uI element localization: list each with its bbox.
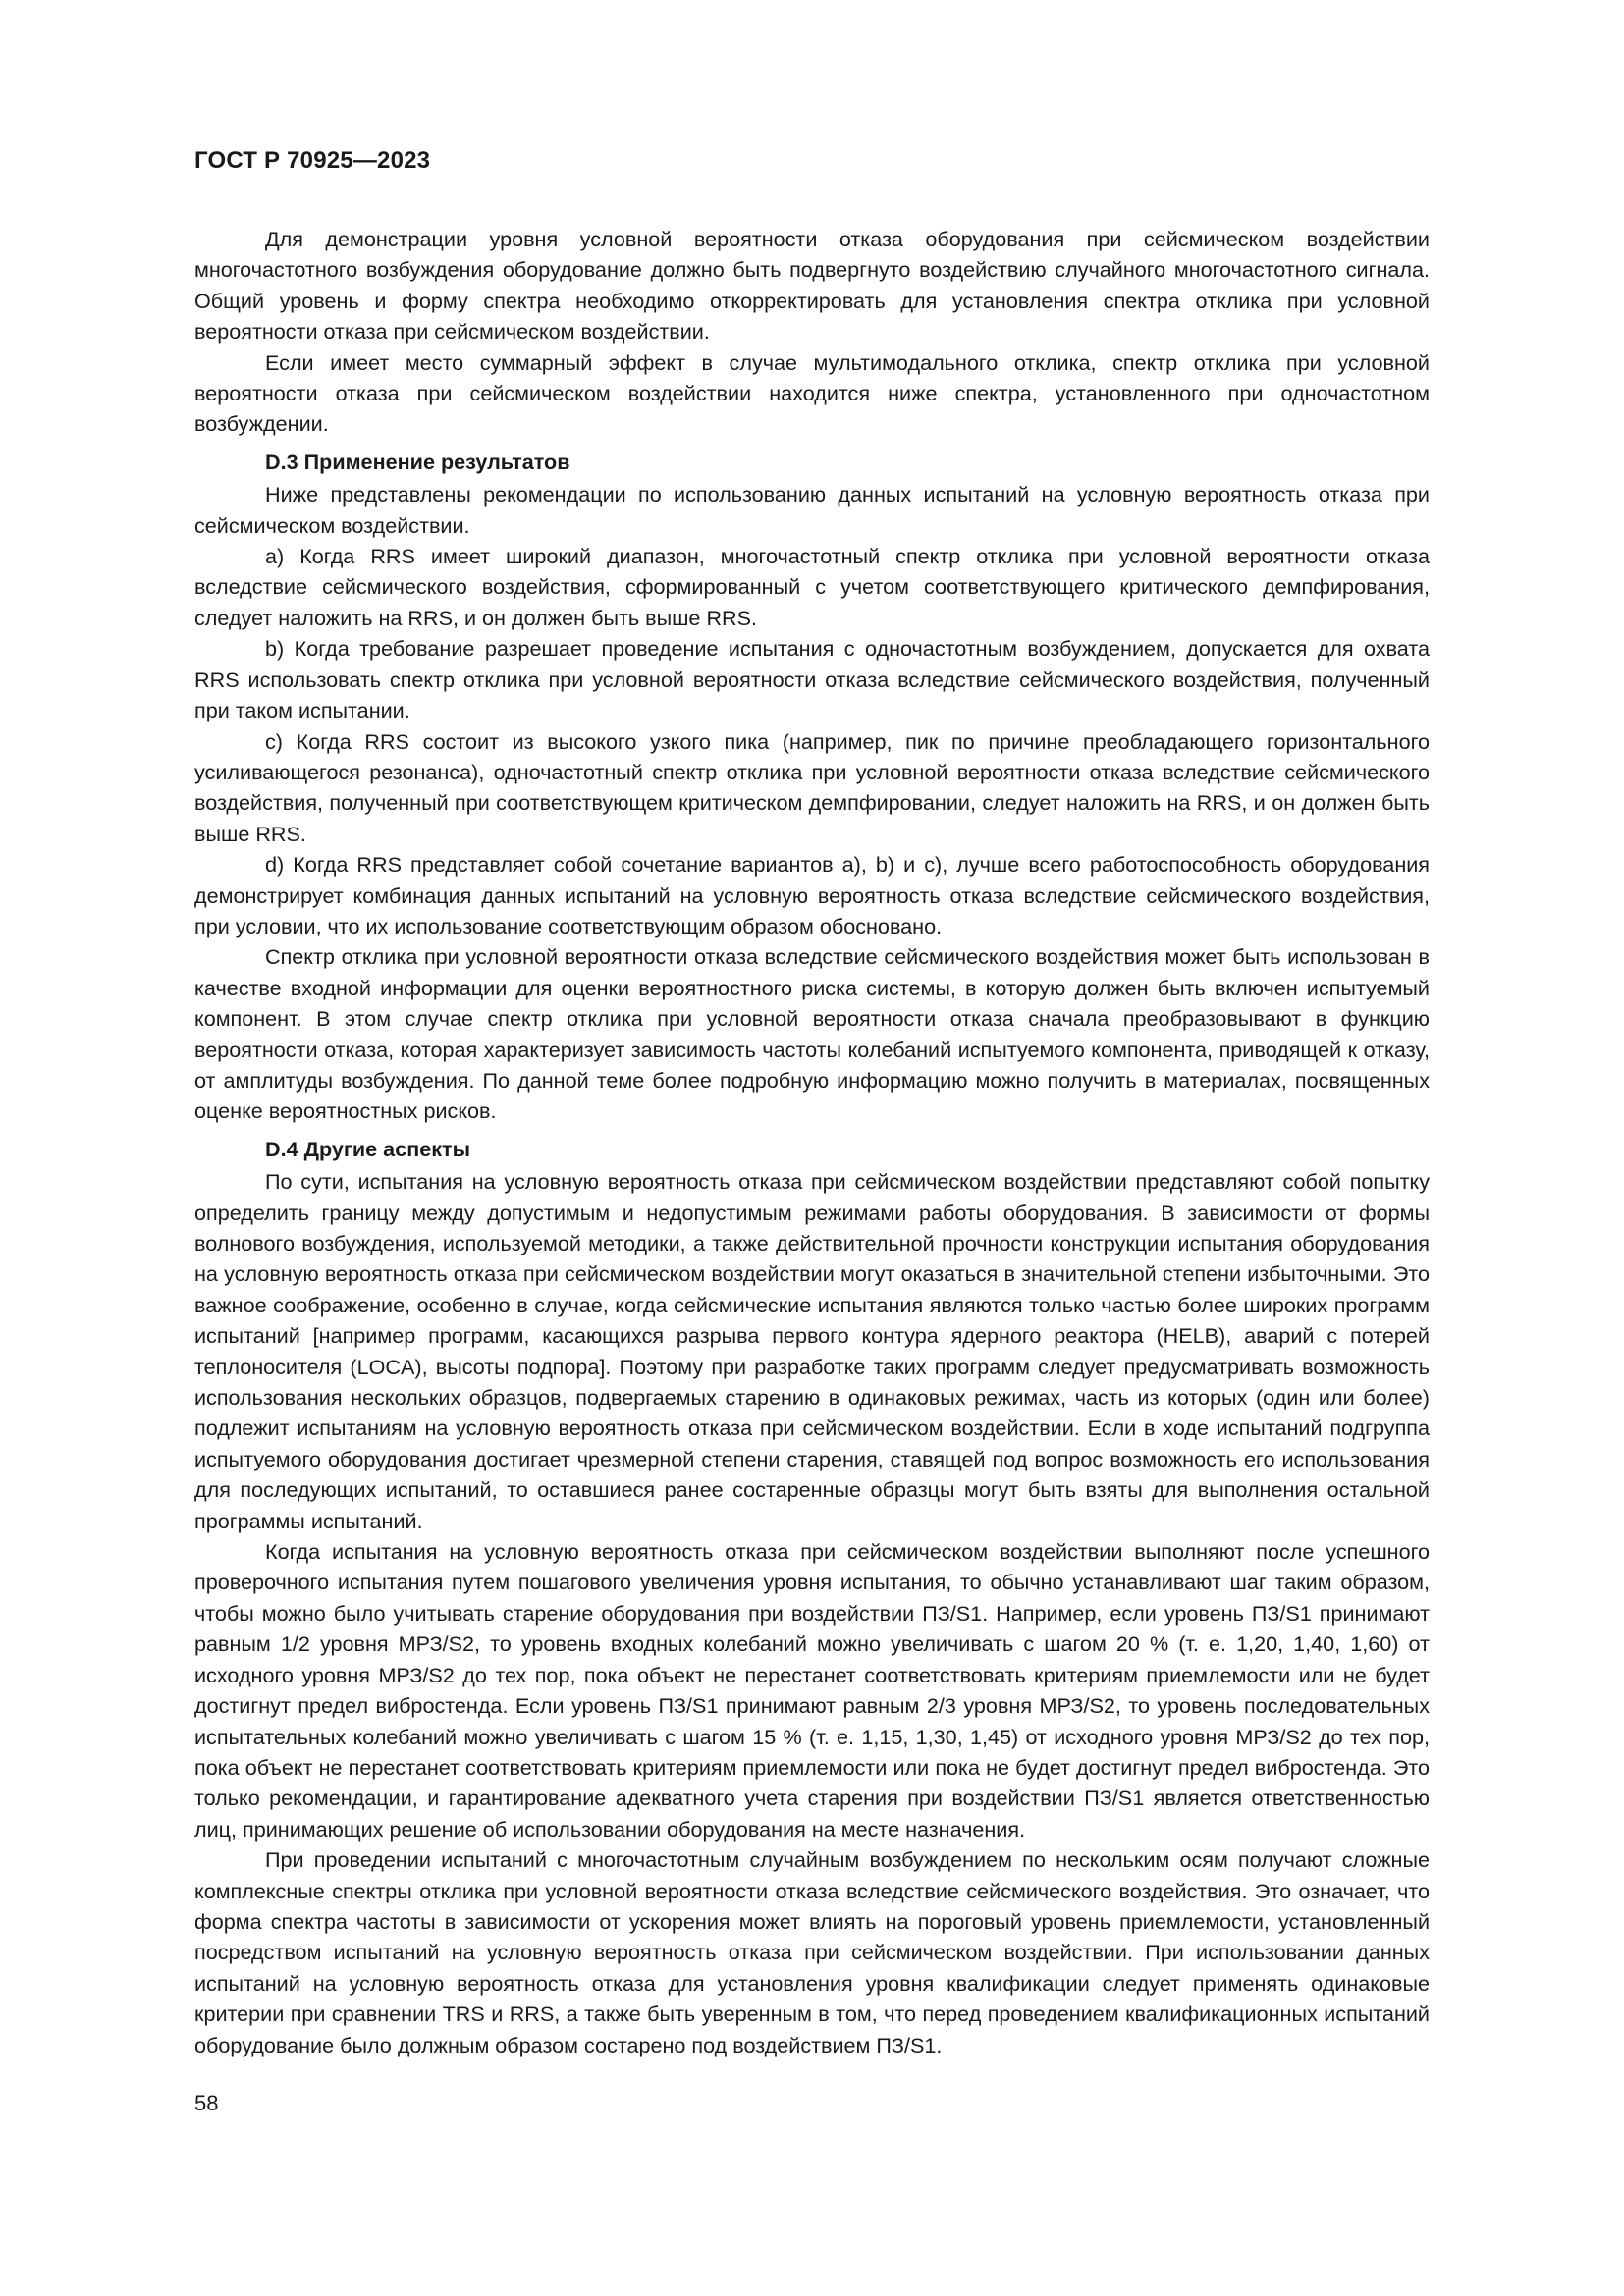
paragraph: Когда испытания на условную вероятность отказа при сейсмическом воздействии выполняют после успешного проверочного испытания путем пошагового увеличения уровня испытания, то обычно устанавливают шаг таким образом, чтобы можно было учитывать старение оборудования при воздействии ПЗ/S1. Например, если уровень ПЗ/S1 принимают равным 1/2 уровня МРЗ/S2, то уровень входных колебаний можно увеличивать с шагом 20 % (т. е. 1,20, 1,40, 1,60) от исходного уровня МРЗ/S2 до тех пор, пока объект не перестанет соответствовать критериям приемлемости или не будет достигнут предел вибростенда. Если уровень ПЗ/S1 принимают равным 2/3 уровня МРЗ/S2, то уровень последовательных испытательных колебаний можно увеличивать с шагом 15 % (т. е. 1,15, 1,30, 1,45) от исходного уровня МРЗ/S2 до тех пор, пока объект не перестанет соответствовать критериям приемлемости или пока не будет достигнут предел вибростенда. Это только рекомендации, и гарантирование адекватного учета старения при воздействии ПЗ/S1 является ответственностью лиц, принимающих решение об использовании оборудования на месте назначения. (194, 1539, 1430, 1842)
list-item-c: c) Когда RRS состоит из высокого узкого пика (например, пик по причине преобладающего горизонтального усиливающегося резонанса), одночастотный спектр отклика при условной вероятности отказа вследствие сейсмического воздействия, полученный при соответствующем критическом демпфировании, следует наложить на RRS, и он должен быть выше RRS. (194, 728, 1430, 846)
list-item-b: b) Когда требование разрешает проведение испытания с одночастотным возбуждением, допускается для охвата RRS использовать спектр отклика при условной вероятности отказа вследствие сейсмического воздействия, полученный при таком испытании. (194, 636, 1430, 723)
paragraph: Ниже представлены рекомендации по использованию данных испытаний на условную вероятность отказа при сейсмическом воздействии. (194, 482, 1430, 538)
paragraph: При проведении испытаний с многочастотным случайным возбуждением по нескольким осям получают сложные комплексные спектры отклика при условной вероятности отказа вследствие сейсмического воздействия. Это означает, что форма спектра частоты в зависимости от ускорения может влиять на пороговый уровень приемлемости, установленный посредством испытаний на условную вероятность отказа при сейсмическом воздействии. При использовании данных испытаний на условную вероятность отказа для установления уровня квалификации следует применять одинаковые критерии при сравнении TRS и RRS, а также быть уверенным в том, что перед проведением квалификационных испытаний оборудование было должным образом состарено под воздействием ПЗ/S1. (194, 1847, 1430, 2057)
paragraph: По сути, испытания на условную вероятность отказа при сейсмическом воздействии представляют собой попытку определить границу между допустимым и недопустимым режимами работы оборудования. В зависимости от формы волнового возбуждения, используемой методики, а также действительной прочности конструкции испытания оборудования на условную вероятность отказа при сейсмическом воздействии могут оказаться в значительной степени избыточными. Это важное соображение, особенно в случае, когда сейсмические испытания являются только частью более широких программ испытаний [например программ, касающихся разрыва первого контура ядерного реактора (HELB), аварий с потерей теплоносителя (LOCA), высоты подпора]. Поэтому при разработке таких программ следует предусматривать возможность использования нескольких образцов, подвергаемых старению в одинаковых режимах, часть из которых (один или более) подлежит испытаниям на условную вероятность отказа при сейсмическом воздействии. Если в ходе испытаний подгруппа испытуемого оборудования достигает чрезмерной степени старения, ставящей под вопрос возможность его использования для последующих испытаний, то оставшиеся ранее состаренные образцы могут быть взяты для выполнения остальной программы испытаний. (194, 1169, 1430, 1533)
paragraph: Если имеет место суммарный эффект в случае мультимодального отклика, спектр отклика при условной вероятности отказа при сейсмическом воздействии находится ниже спектра, установленного при одночастотном возбуждении. (194, 349, 1430, 437)
list-item-d: d) Когда RRS представляет собой сочетание вариантов a), b) и c), лучше всего работоспособность оборудования демонстрирует комбинация данных испытаний на условную вероятность отказа вследствие сейсмического воздействия, при условии, что их использование соответствующим образом обосновано. (194, 852, 1430, 938)
list-item-a: a) Когда RRS имеет широкий диапазон, многочастотный спектр отклика при условной вероятности отказа вследствие сейсмического воздействия, сформированный с учетом соответствующего критического демпфирования, следует наложить на RRS, и он должен быть выше RRS. (194, 544, 1430, 630)
document-header-title: ГОСТ Р 70925—2023 (194, 147, 431, 174)
page-number: 58 (194, 2091, 219, 2115)
document-body (194, 224, 1430, 2060)
paragraph: Спектр отклика при условной вероятности отказа вследствие сейсмического воздействия может быть использован в качестве входной информации для оценки вероятностного риска системы, в которую должен быть включен испытуемый компонент. В этом случае спектр отклика при условной вероятности отказа сначала преобразовывают в функцию вероятности отказа, которая характеризует зависимость частоты колебаний испытуемого компонента, приводящей к отказу, от амплитуды возбуждения. По данной теме более подробную информацию можно получить в материалах, посвященных оценке вероятностных рисков. (194, 944, 1430, 1124)
section-heading-d4: D.4 Другие аспекты (265, 1136, 471, 1161)
paragraph: Для демонстрации уровня условной вероятности отказа оборудования при сейсмическом воздействии многочастотного возбуждения оборудование должно быть подвергнуто воздействию случайного многочастотного сигнала. Общий уровень и форму спектра необходимо откорректировать для установления спектра отклика при условной вероятности отказа при сейсмическом воздействии. (194, 227, 1430, 345)
section-heading-d3: D.3 Применение результатов (265, 449, 570, 474)
